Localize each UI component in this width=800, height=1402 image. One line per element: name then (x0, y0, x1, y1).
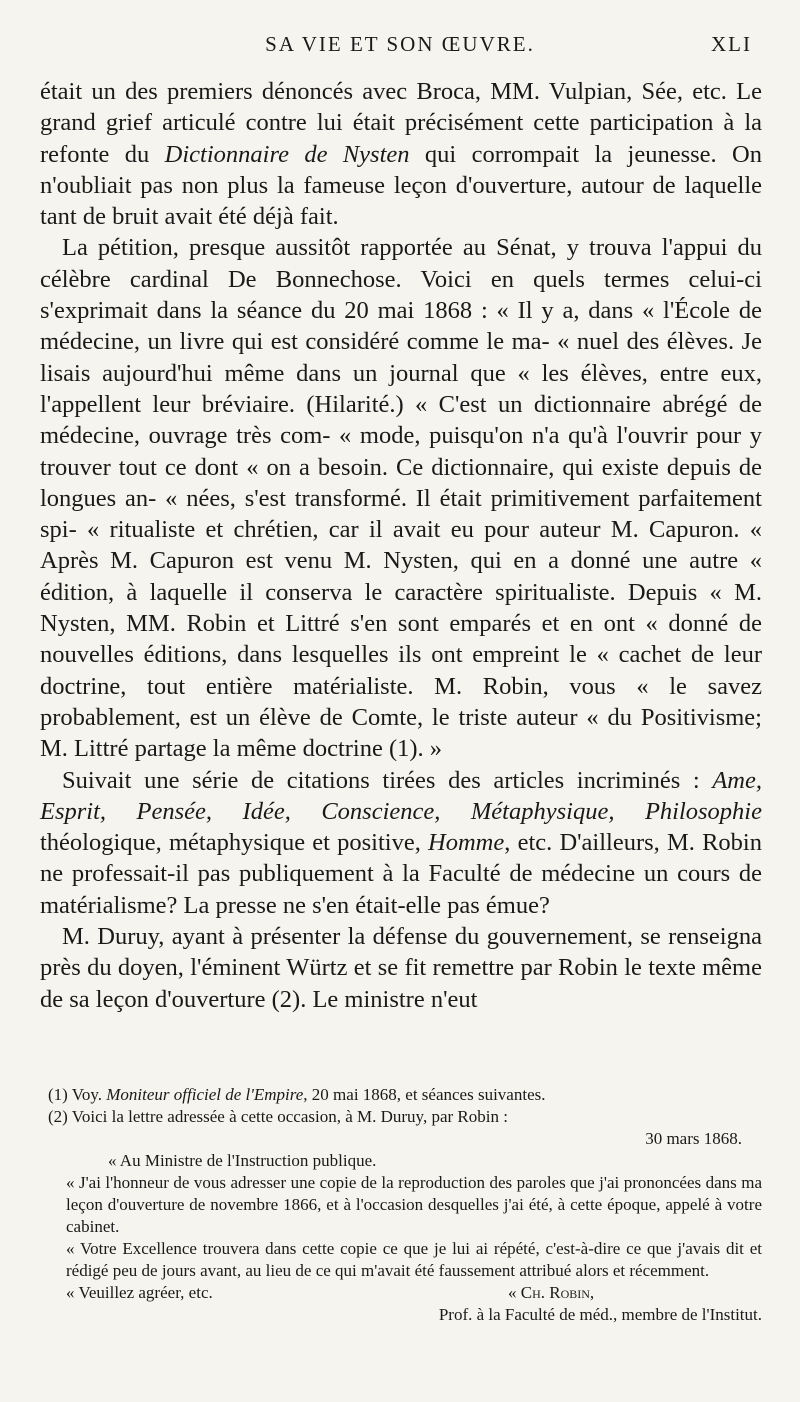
paragraph-3-end: , etc. D'ailleurs, M. Robin ne professait-il pas publiquement à la Faculté de médecine un cours de matérialisme? La presse ne s'en était-elle pas émue? (40, 829, 762, 919)
page-number: XLI (711, 32, 752, 56)
book-title: Dictionnaire de Nysten (164, 140, 410, 168)
letter-closing-row (48, 1282, 762, 1304)
letter-date: 30 mars 1868. (645, 1129, 742, 1148)
page-header (40, 32, 760, 62)
main-text (40, 76, 762, 1015)
paragraph-1 (40, 76, 762, 232)
footnote-1-title: Moniteur officiel de l'Empire (106, 1085, 304, 1104)
letter-signature: « Ch. Robin, (508, 1283, 595, 1302)
paragraph-3-mid: théologique, métaphysique et positive, (40, 829, 429, 857)
letter-salutation: « Au Ministre de l'Instruction publique. (108, 1151, 377, 1170)
paragraph-1-text: était un des premiers dénoncés avec Broca, MM. Vulpian, Sée, etc. Le grand grief articulé contre lui était précisément cette participation à la refonte du (40, 78, 762, 168)
footnote-1 (48, 1084, 762, 1106)
footnote-1-end: , 20 mai 1868, et séances suivantes. (303, 1085, 546, 1104)
letter-closing: « Veuillez agréer, etc. (66, 1283, 213, 1302)
term-homme: Homme (428, 829, 505, 857)
paragraph-3-start: Suivait une série de citations tirées des articles incriminés : (62, 766, 713, 794)
paragraph-4: M. Duruy, ayant à présenter la défense du gouvernement, se renseigna près du doyen, l'éminent Würtz et se fit remettre par Robin le texte même de sa leçon d'ouverture (2). Le ministre n'eut (40, 923, 762, 1013)
letter-paragraph-1: « J'ai l'honneur de vous adresser une copie de la reproduction des paroles que j'ai prononcées dans ma leçon d'ouverture de novembre 1866, et à l'occasion desquelles j'ai été, à cette époque, appelé à votre cabinet. (66, 1173, 762, 1236)
footnote-1-start: (1) Voy. (48, 1085, 107, 1104)
signatory-title: Prof. à la Faculté de méd., membre de l'Institut. (438, 1305, 762, 1324)
footnotes (48, 1084, 762, 1326)
letter-paragraph-2: « Votre Excellence trouvera dans cette copie ce que je lui ai répété, c'est-à-dire ce que j'avais dit et rédigé peu de jours avant, au lieu de ce qui m'avait été faussement attribué alors et récemment. (66, 1239, 762, 1280)
incriminated-terms: Ame, Esprit, Pensée, Idée, Conscience, Métaphysique, Philosophie (40, 766, 762, 825)
running-title: SA VIE ET SON ŒUVRE. (265, 32, 535, 56)
paragraph-2: La pétition, presque aussitôt rapportée au Sénat, y trouva l'appui du célèbre cardinal De Bonnechose. Voici en quels termes celui-ci s'exprimait dans la séance du 20 mai 1868 : « Il y a, dans « l'École de médecine, un livre qui est considéré comme le ma- « nuel des élèves. Je lisais aujourd'hui même dans un journal que « les élèves, entre eux, l'appellent leur bréviaire. (Hilarité.) « C'est un dictionnaire abrégé de médecine, ouvrage très com- « mode, puisqu'on n'a qu'à l'ouvrir pour y trouver tout ce dont « on a besoin. Ce dictionnaire, qui existe depuis de longues an- « nées, s'est transformé. Il était primitivement parfaitement spi- « ritualiste et chrétien, car il avait eu pour auteur M. Capuron. « Après M. Capuron est venu M. Nysten, qui en a donné une autre « édition, à laquelle il conserva le caractère spiritualiste. Depuis « M. Nysten, MM. Robin et Littré s'en sont emparés et en ont « donné de nouvelles éditions, dans lesquelles ils ont empreint le « cachet de leur doctrine, tout entière matérialiste. M. Robin, vous « le savez probablement, est un élève de Comte, le triste auteur « du Positivisme; M. Littré partage la même doctrine (1). » (40, 234, 762, 763)
paragraph-1-end: qui corrompait la jeunesse. On n'oubliait pas non plus la fameuse leçon d'ouverture, autour de laquelle tant de bruit avait été déjà fait. (40, 140, 762, 231)
footnote-2: (2) Voici la lettre adressée à cette occasion, à M. Duruy, par Robin : (48, 1107, 508, 1126)
paragraph-3 (40, 765, 762, 921)
